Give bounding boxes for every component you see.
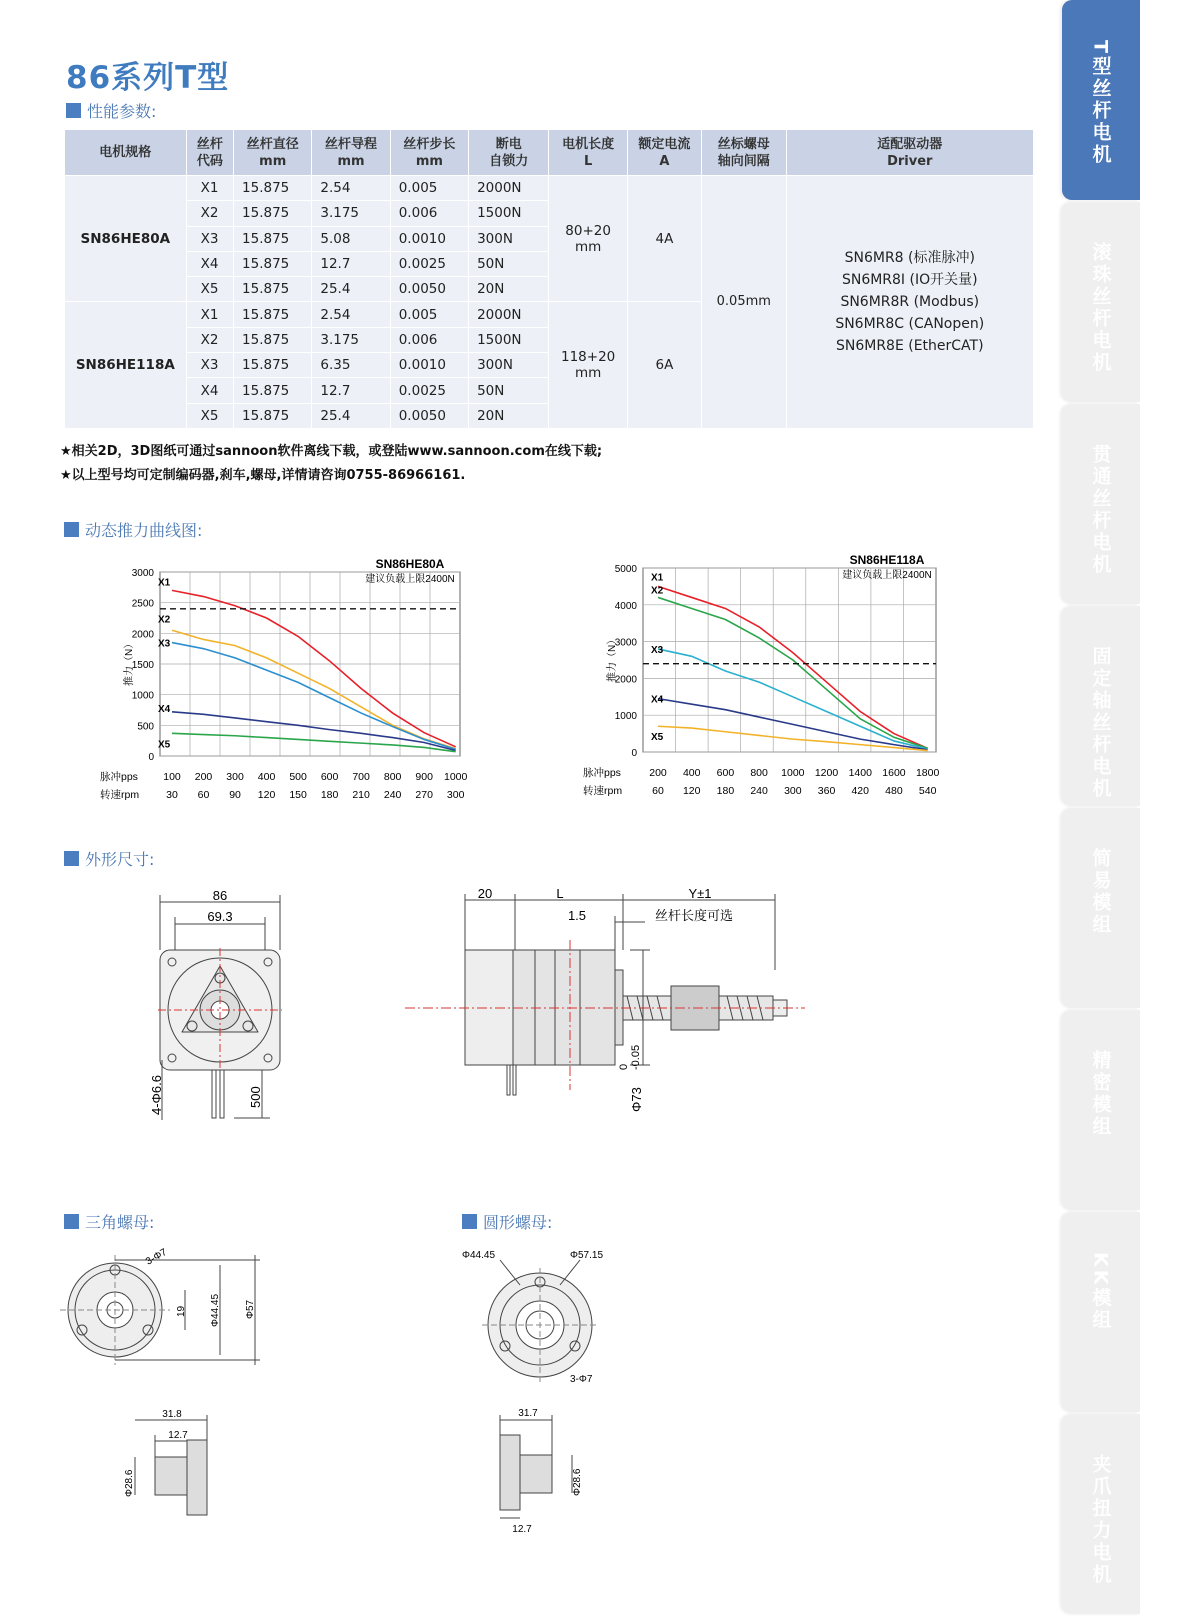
model-cell: SN86HE80A <box>65 176 187 302</box>
x-tick-label-rpm: 540 <box>918 785 937 797</box>
section-label: 三角螺母: <box>85 1213 155 1232</box>
chart-title: SN86HE80A <box>375 557 445 571</box>
round-holes: 3-Φ7 <box>570 1374 593 1385</box>
gap-cell: 0.05mm <box>702 176 787 429</box>
note-custom: ★以上型号均可定制编码器,刹车,螺母,详情请咨询0755-86966161. <box>60 468 466 483</box>
spec-cell: 15.875 <box>234 378 312 403</box>
length-cell: 80+20 mm <box>549 176 627 302</box>
x-tick-label-rpm: 420 <box>851 785 870 797</box>
series-label-X3: X3 <box>651 644 664 656</box>
spec-cell: 0.0050 <box>390 403 468 428</box>
spec-cell: 2.54 <box>312 176 390 201</box>
spec-header-cell: 断电 自锁力 <box>469 130 549 176</box>
spec-cell: 2000N <box>469 302 549 327</box>
spec-cell: 0.006 <box>390 201 468 226</box>
spec-cell: X5 <box>186 277 233 302</box>
spec-cell: 50N <box>469 251 549 276</box>
spec-cell: X1 <box>186 302 233 327</box>
dim-tolerance: 0-0.05 <box>618 1044 642 1070</box>
section-dims <box>64 847 154 870</box>
x-tick-label: 600 <box>716 767 735 779</box>
dim-d73: Φ73 <box>629 1087 644 1112</box>
round-l317: 31.7 <box>518 1408 538 1419</box>
spec-cell: 0.005 <box>390 176 468 201</box>
x-tick-label-rpm: 240 <box>383 789 402 801</box>
y-tick-label: 2000 <box>131 629 154 641</box>
side-tab-label: KK模组 <box>1089 1252 1112 1332</box>
dim-holes: 4-Φ6.6 <box>149 1074 164 1115</box>
length-cell: 118+20 mm <box>549 302 627 428</box>
section-round-nut <box>462 1210 552 1233</box>
spec-cell: 20N <box>469 403 549 428</box>
series-label-X4: X4 <box>651 694 664 706</box>
chart-annotation: 建议负载上限2400N <box>842 570 932 581</box>
spec-cell: X1 <box>186 176 233 201</box>
spec-cell: X2 <box>186 201 233 226</box>
y-tick-label: 1000 <box>614 711 637 723</box>
x-tick-label-rpm: 180 <box>320 789 339 801</box>
side-tab-label: 滚珠丝杆电机 <box>1089 242 1112 374</box>
y-tick-label: 500 <box>137 721 154 733</box>
y-tick-label: 3000 <box>614 637 637 649</box>
side-tab-label: 夹爪扭力电机 <box>1089 1454 1112 1586</box>
x-row-label-rpm: 转速rpm <box>100 789 140 801</box>
spec-cell: 300N <box>469 226 549 251</box>
chart-sn86he118a <box>583 548 960 808</box>
x-tick-label-rpm: 30 <box>166 789 178 801</box>
x-tick-label-rpm: 90 <box>229 789 241 801</box>
spec-cell: 1500N <box>469 201 549 226</box>
tri-l127: 12.7 <box>168 1430 188 1441</box>
x-tick-label-rpm: 120 <box>257 789 276 801</box>
x-row-label-pps: 脉冲pps <box>583 767 621 779</box>
x-tick-label: 800 <box>383 771 402 783</box>
dim-screw-note: 丝杆长度可选 <box>655 908 734 923</box>
spec-cell: 0.0050 <box>390 277 468 302</box>
spec-cell: 0.0010 <box>390 353 468 378</box>
x-tick-label: 1400 <box>848 767 872 779</box>
round-d5715: Φ57.15 <box>570 1250 604 1261</box>
y-tick-label: 1500 <box>131 660 154 671</box>
spec-header-cell: 丝标螺母 轴向间隔 <box>702 130 787 176</box>
spec-cell: 0.0025 <box>390 378 468 403</box>
side-tab-label: T型丝杆电机 <box>1089 40 1112 166</box>
side-tab-label: 简易模组 <box>1089 848 1112 936</box>
front-view-drawing <box>150 890 300 1130</box>
spec-header-cell: 电机长度 L <box>549 130 627 176</box>
model-cell: SN86HE118A <box>65 302 187 428</box>
spec-table-header <box>65 130 1034 176</box>
series-label-X1: X1 <box>158 577 171 589</box>
spec-header-cell: 电机规格 <box>65 130 187 176</box>
spec-cell: 2000N <box>469 176 549 201</box>
x-tick-label: 1200 <box>814 767 839 779</box>
spec-header-cell: 丝杆直径 mm <box>234 130 312 176</box>
x-tick-label: 1600 <box>882 767 906 779</box>
side-tab-label: 固定轴丝杆电机 <box>1089 646 1112 800</box>
spec-cell: 15.875 <box>234 353 312 378</box>
x-tick-label: 800 <box>750 767 768 779</box>
series-label-X5: X5 <box>651 732 664 744</box>
side-tab-5[interactable] <box>1062 1010 1140 1210</box>
tri-d19: 19 <box>176 1305 187 1317</box>
dim-86: 86 <box>212 888 228 903</box>
dim-lead: 500 <box>248 1086 263 1108</box>
x-tick-label: 400 <box>257 771 276 783</box>
table-row <box>65 176 1034 201</box>
y-tick-label: 4000 <box>614 600 637 612</box>
section-curves <box>64 518 202 541</box>
spec-cell: 15.875 <box>234 226 312 251</box>
y-tick-label: 3000 <box>131 568 154 579</box>
spec-cell: X5 <box>186 403 233 428</box>
x-tick-label: 1000 <box>444 771 468 783</box>
spec-cell: 15.875 <box>234 302 312 327</box>
spec-cell: X4 <box>186 251 233 276</box>
spec-cell: 50N <box>469 378 549 403</box>
spec-cell: 5.08 <box>312 226 390 251</box>
side-tab-3[interactable] <box>1062 606 1140 806</box>
spec-header-cell: 丝杆步长 mm <box>390 130 468 176</box>
series-label-X2: X2 <box>651 585 664 597</box>
tri-holes: 3-Φ7 <box>144 1246 169 1268</box>
spec-header-cell: 适配驱动器 Driver <box>786 130 1033 176</box>
section-tri-nut <box>64 1210 154 1233</box>
driver-cell: SN6MR8 (标准脉冲) SN6MR8I (IO开关量) SN6MR8R (Modbus) SN6MR8C (CANopen) SN6MR8E (EtherCAT) <box>786 176 1033 429</box>
spec-cell: 3.175 <box>312 327 390 352</box>
current-cell: 6A <box>627 302 701 428</box>
dim-L: L <box>556 886 564 901</box>
side-tab-4[interactable] <box>1062 808 1140 1008</box>
y-tick-label: 0 <box>631 748 637 759</box>
x-tick-label: 100 <box>163 771 181 783</box>
x-tick-label: 200 <box>649 767 667 779</box>
side-tab-7[interactable] <box>1062 1414 1140 1614</box>
spec-cell: 2.54 <box>312 302 390 327</box>
tri-nut-drawing <box>60 1235 280 1595</box>
x-tick-label: 900 <box>415 771 433 783</box>
spec-cell: 15.875 <box>234 201 312 226</box>
spec-cell: 15.875 <box>234 251 312 276</box>
x-tick-label-rpm: 60 <box>652 785 664 797</box>
x-tick-label-rpm: 210 <box>352 789 370 801</box>
x-tick-label-rpm: 240 <box>750 785 768 797</box>
side-tab-label: 精密模组 <box>1089 1050 1112 1138</box>
y-tick-label: 5000 <box>614 564 637 575</box>
section-label: 性能参数: <box>87 102 157 121</box>
spec-cell: 12.7 <box>312 378 390 403</box>
note-download: ★相关2D，3D图纸可通过sannoon软件离线下载，或登陆www.sannoon.com在线下载; <box>60 444 603 459</box>
x-tick-label-rpm: 150 <box>289 789 307 801</box>
spec-cell: 3.175 <box>312 201 390 226</box>
x-tick-label: 400 <box>682 767 701 779</box>
spec-cell: 15.875 <box>234 176 312 201</box>
spec-cell: 6.35 <box>312 353 390 378</box>
y-tick-label: 2000 <box>614 674 637 686</box>
x-tick-label-rpm: 300 <box>446 789 465 801</box>
series-label-X5: X5 <box>158 739 171 751</box>
section-label: 圆形螺母: <box>483 1213 553 1232</box>
spec-cell: 15.875 <box>234 327 312 352</box>
series-label-X3: X3 <box>158 638 171 650</box>
spec-cell: 25.4 <box>312 277 390 302</box>
tri-d57: Φ57 <box>245 1299 256 1319</box>
x-tick-label-rpm: 480 <box>885 785 903 797</box>
side-view-drawing <box>405 886 825 1130</box>
x-row-label-pps: 脉冲pps <box>100 771 138 783</box>
spec-cell: X3 <box>186 226 233 251</box>
section-label: 动态推力曲线图: <box>85 521 203 540</box>
side-tab-0[interactable] <box>1062 0 1140 200</box>
dim-Y: Y±1 <box>688 886 712 901</box>
x-tick-label-rpm: 270 <box>415 789 433 801</box>
spec-cell: X3 <box>186 353 233 378</box>
spec-cell: 0.006 <box>390 327 468 352</box>
spec-cell: 0.0025 <box>390 251 468 276</box>
side-tab-2[interactable] <box>1062 404 1140 604</box>
spec-table <box>64 129 1034 429</box>
spec-header-cell: 额定电流 A <box>627 130 701 176</box>
page-title: 86系列T型 <box>66 60 230 96</box>
y-tick-label: 0 <box>148 752 154 763</box>
x-row-label-rpm: 转速rpm <box>583 785 623 797</box>
y-axis-label: 推力（N） <box>124 638 135 686</box>
x-tick-label-rpm: 180 <box>716 785 735 797</box>
dim-1-5: 1.5 <box>567 908 587 923</box>
x-tick-label: 1800 <box>915 767 940 779</box>
x-tick-label: 200 <box>194 771 213 783</box>
chart-title: SN86HE118A <box>849 553 925 567</box>
spec-cell: 25.4 <box>312 403 390 428</box>
series-label-X1: X1 <box>651 572 664 584</box>
dim-20: 20 <box>477 886 493 901</box>
spec-table-body <box>65 176 1034 429</box>
chart-sn86he80a <box>100 548 490 808</box>
y-tick-label: 2500 <box>131 598 154 610</box>
x-tick-label-rpm: 360 <box>817 785 836 797</box>
x-tick-label-rpm: 120 <box>682 785 701 797</box>
spec-cell: 15.875 <box>234 403 312 428</box>
spec-header-cell: 丝杆导程 mm <box>312 130 390 176</box>
spec-cell: 15.875 <box>234 277 312 302</box>
spec-cell: X4 <box>186 378 233 403</box>
section-performance <box>66 99 156 122</box>
round-l127: 12.7 <box>512 1524 532 1535</box>
spec-cell: 12.7 <box>312 251 390 276</box>
dim-69-3: 69.3 <box>207 909 233 924</box>
section-label: 外形尺寸: <box>85 850 155 869</box>
spec-cell: X2 <box>186 327 233 352</box>
tri-d286: Φ28.6 <box>124 1469 135 1497</box>
y-axis-label: 推力（N） <box>607 634 618 682</box>
round-d286: Φ28.6 <box>572 1468 583 1496</box>
x-tick-label: 600 <box>320 771 339 783</box>
current-cell: 4A <box>627 176 701 302</box>
series-label-X4: X4 <box>158 703 171 715</box>
round-nut-drawing <box>460 1240 660 1570</box>
side-tab-label: 贯通丝杆电机 <box>1089 444 1112 576</box>
x-tick-label: 500 <box>289 771 307 783</box>
x-tick-label: 1000 <box>781 767 805 779</box>
x-tick-label-rpm: 60 <box>197 789 210 801</box>
spec-cell: 300N <box>469 353 549 378</box>
chart-annotation: 建议负载上限2400N <box>365 574 455 585</box>
series-label-X2: X2 <box>158 614 171 626</box>
side-tabs <box>1062 0 1140 1616</box>
spec-cell: 0.0010 <box>390 226 468 251</box>
tri-d4445: Φ44.45 <box>210 1293 221 1327</box>
y-tick-label: 1000 <box>131 690 154 702</box>
round-d4445: Φ44.45 <box>462 1250 496 1261</box>
spec-header-cell: 丝杆 代码 <box>186 130 233 176</box>
x-tick-label: 700 <box>352 771 370 783</box>
side-tab-6[interactable] <box>1062 1212 1140 1412</box>
spec-cell: 20N <box>469 277 549 302</box>
side-tab-1[interactable] <box>1062 202 1140 402</box>
x-tick-label-rpm: 300 <box>784 785 802 797</box>
tri-l318: 31.8 <box>162 1409 182 1420</box>
spec-cell: 0.005 <box>390 302 468 327</box>
x-tick-label: 300 <box>226 771 244 783</box>
spec-cell: 1500N <box>469 327 549 352</box>
